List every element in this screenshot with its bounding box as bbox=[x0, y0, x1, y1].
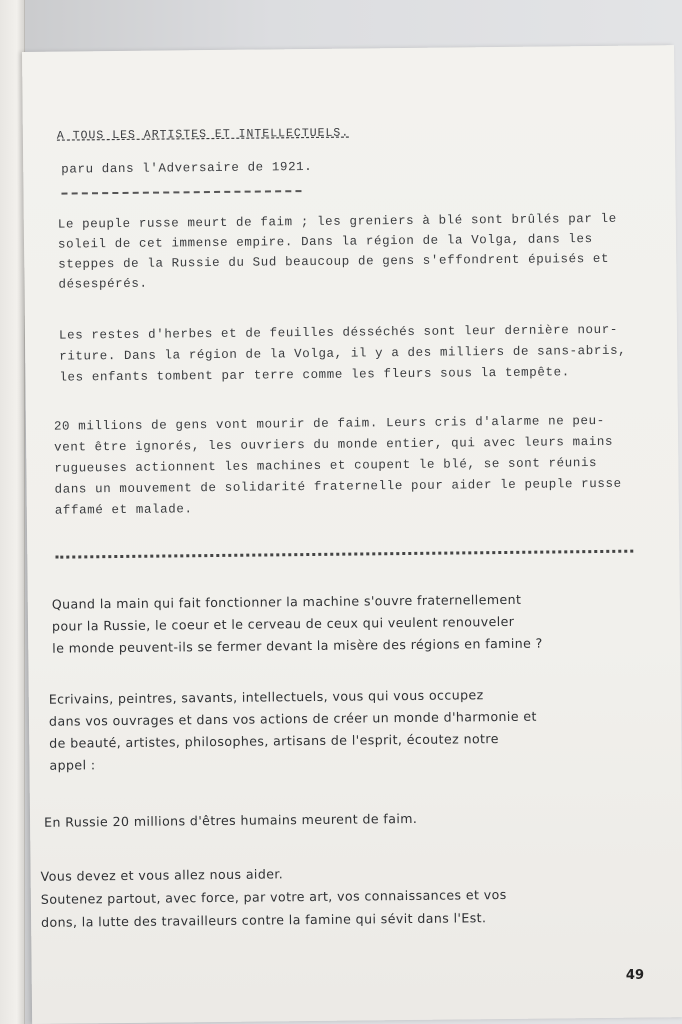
p1-line-3: steppes de la Russie du Sud beaucoup de gens s'effondrent épuisés et bbox=[58, 251, 610, 272]
p5-line-4: appel : bbox=[49, 757, 96, 773]
p2-line-2: riture. Dans la région de la Volga, il y a des milliers de sans-abris, bbox=[59, 343, 627, 364]
p3-line-4: dans un mouvement de solidarité fraternelle pour aider le peuple russe bbox=[54, 476, 622, 497]
p7-line-3: dons, la lutte des travailleurs contre la famine qui sévit dans l'Est. bbox=[41, 910, 487, 930]
dotted-rule bbox=[55, 550, 633, 559]
facing-page-edge bbox=[0, 0, 25, 1024]
p2-line-3: les enfants tombent par terre comme les fleurs sous la tempête. bbox=[59, 365, 570, 385]
p5-line-1: Ecrivains, peintres, savants, intellectuels, vous qui vous occupez bbox=[48, 687, 484, 707]
p3-line-5: affamé et malade. bbox=[54, 502, 193, 518]
p2-line-1: Les restes d'herbes et de feuilles désséchés sont leur dernière nour- bbox=[58, 322, 618, 343]
p1-line-2: soleil de cet immense empire. Dans la région de la Volga, dans les bbox=[57, 232, 593, 252]
p5-line-3: de beauté, artistes, philosophes, artisans de l'esprit, écoutez notre bbox=[49, 731, 499, 751]
p4-line-2: pour la Russie, le coeur et le cerveau de ceux qui veulent renouveler bbox=[51, 613, 515, 634]
page-number: 49 bbox=[625, 968, 644, 983]
dashed-rule bbox=[61, 190, 301, 195]
p5-line-2: dans vos ouvrages et dans vos actions de créer un monde d'harmonie et bbox=[48, 708, 537, 729]
document-heading: A TOUS LES ARTISTES ET INTELLECTUELS. bbox=[56, 126, 350, 143]
p3-line-1: 20 millions de gens vont mourir de faim. Leurs cris d'alarme ne peu- bbox=[53, 413, 605, 434]
p1-line-1: Le peuple russe meurt de faim ; les greniers à blé sont brûlés par le bbox=[57, 211, 617, 232]
p7-line-2: Soutenez partout, avec force, par votre art, vos connaissances et vos bbox=[40, 886, 507, 907]
p3-line-3: rugueuses actionnent les machines et coupent le blé, se sont réunis bbox=[54, 456, 598, 476]
document-page bbox=[22, 45, 682, 1024]
p1-line-4: désespérés. bbox=[58, 276, 148, 292]
p4-line-3: le monde peuvent-ils se fermer devant la misère des régions en famine ? bbox=[52, 635, 543, 656]
source-line: paru dans l'Adversaire de 1921. bbox=[61, 159, 313, 177]
p6-line-1: En Russie 20 millions d'êtres humains meurent de faim. bbox=[43, 810, 418, 830]
p4-line-1: Quand la main qui fait fonctionner la machine s'ouvre fraternellement bbox=[51, 591, 522, 612]
p3-line-2: vent être ignorés, les ouvriers du monde entier, qui avec leurs mains bbox=[54, 434, 614, 455]
p7-line-1: Vous devez et vous allez nous aider. bbox=[40, 866, 284, 884]
